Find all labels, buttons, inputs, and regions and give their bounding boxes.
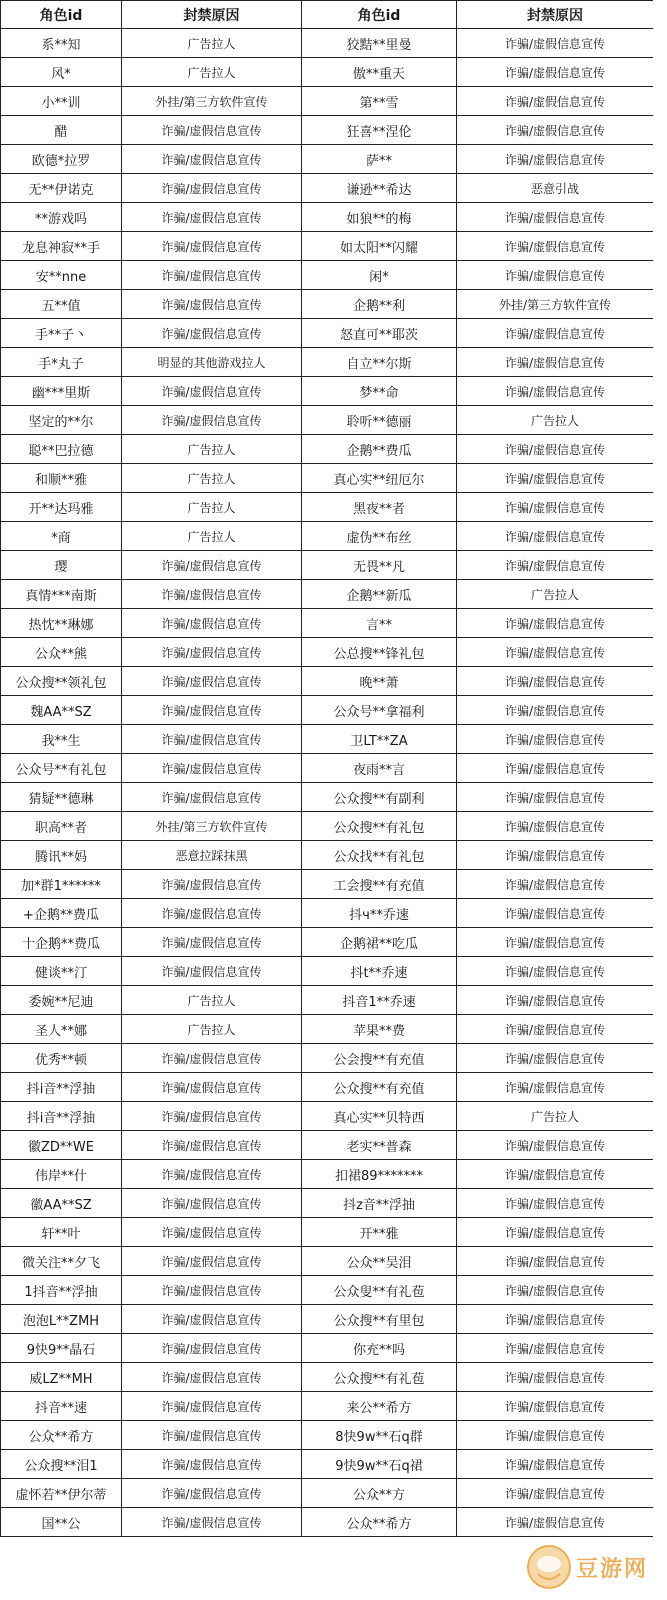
table-row (1, 1392, 654, 1421)
ban-reason-cell: 诈骗/虚假信息宣传 (122, 580, 302, 609)
ban-reason-cell-right: 诈骗/虚假信息宣传 (457, 957, 654, 986)
role-id-cell: 公众搜**泪1 (1, 1450, 122, 1479)
ban-reason-cell: 广告拉人 (122, 435, 302, 464)
ban-reason-cell: 诈骗/虚假信息宣传 (122, 290, 302, 319)
role-id-cell: 小**训 (1, 87, 122, 116)
role-id-cell: 虚怀若**伊尔蒂 (1, 1479, 122, 1508)
watermark-text: 豆游网 (575, 1556, 648, 1582)
role-id-cell-right: 黑夜**者 (302, 493, 457, 522)
ban-reason-cell: 诈骗/虚假信息宣传 (122, 1073, 302, 1102)
ban-reason-cell: 诈骗/虚假信息宣传 (122, 899, 302, 928)
role-id-cell-right: 企鹅**费瓜 (302, 435, 457, 464)
role-id-cell: 公众号**有礼包 (1, 754, 122, 783)
role-id-cell-right: 狡黠**里曼 (302, 29, 457, 58)
table-row (1, 145, 654, 174)
ban-reason-cell: 诈骗/虚假信息宣传 (122, 1334, 302, 1363)
logo-mark-icon (526, 1544, 572, 1590)
ban-reason-cell-right: 诈骗/虚假信息宣传 (457, 522, 654, 551)
table-row (1, 116, 654, 145)
role-id-cell-right: 闲* (302, 261, 457, 290)
table-row (1, 696, 654, 725)
role-id-cell: 猜疑**德琳 (1, 783, 122, 812)
table-header-row (1, 1, 654, 29)
role-id-cell-right: 公众搜**有里包 (302, 1305, 457, 1334)
role-id-cell-right: 夜雨**言 (302, 754, 457, 783)
ban-reason-cell: 诈骗/虚假信息宣传 (122, 203, 302, 232)
role-id-cell-right: 苹果**费 (302, 1015, 457, 1044)
table-row (1, 957, 654, 986)
ban-reason-cell: 诈骗/虚假信息宣传 (122, 667, 302, 696)
role-id-cell-right: 公众搜**有礼包 (302, 812, 457, 841)
table-row (1, 899, 654, 928)
role-id-cell: 我**生 (1, 725, 122, 754)
role-id-cell-right: 公众搜**有充值 (302, 1073, 457, 1102)
table-row (1, 1247, 654, 1276)
role-id-cell: 真情***南斯 (1, 580, 122, 609)
ban-reason-cell-right: 诈骗/虚假信息宣传 (457, 319, 654, 348)
ban-reason-cell-right: 诈骗/虚假信息宣传 (457, 609, 654, 638)
table-row (1, 58, 654, 87)
ban-reason-cell: 诈骗/虚假信息宣传 (122, 1276, 302, 1305)
ban-reason-cell-right: 诈骗/虚假信息宣传 (457, 841, 654, 870)
table-row (1, 1131, 654, 1160)
role-id-cell-right: 真心实**纽厄尔 (302, 464, 457, 493)
header-role-id-right: 角色id (302, 1, 457, 29)
role-id-cell: 聪**巴拉德 (1, 435, 122, 464)
ban-reason-cell: 广告拉人 (122, 464, 302, 493)
ban-reason-cell: 诈骗/虚假信息宣传 (122, 116, 302, 145)
ban-reason-cell: 广告拉人 (122, 1015, 302, 1044)
page-margin (653, 0, 667, 1600)
ban-reason-cell: 诈骗/虚假信息宣传 (122, 1508, 302, 1537)
table-row (1, 493, 654, 522)
role-id-cell: 伟岸**什 (1, 1160, 122, 1189)
role-id-cell: 开**达玛雅 (1, 493, 122, 522)
ban-reason-cell: 诈骗/虚假信息宣传 (122, 174, 302, 203)
table-row (1, 1421, 654, 1450)
ban-reason-cell-right: 诈骗/虚假信息宣传 (457, 870, 654, 899)
ban-reason-cell-right: 诈骗/虚假信息宣传 (457, 725, 654, 754)
header-ban-reason-right: 封禁原因 (457, 1, 654, 29)
ban-reason-cell-right: 诈骗/虚假信息宣传 (457, 1189, 654, 1218)
role-id-cell: 手*丸子 (1, 348, 122, 377)
ban-reason-cell: 诈骗/虚假信息宣传 (122, 1247, 302, 1276)
role-id-cell-right: 言** (302, 609, 457, 638)
role-id-cell-right: 聆听**德丽 (302, 406, 457, 435)
role-id-cell-right: 开**雅 (302, 1218, 457, 1247)
ban-reason-cell: 广告拉人 (122, 493, 302, 522)
table-row (1, 1334, 654, 1363)
ban-reason-cell-right: 广告拉人 (457, 406, 654, 435)
role-id-cell: 国**公 (1, 1508, 122, 1537)
role-id-cell: 抖i音**浮抽 (1, 1102, 122, 1131)
table-row (1, 841, 654, 870)
role-id-cell: 欧德*拉罗 (1, 145, 122, 174)
table-row (1, 1218, 654, 1247)
role-id-cell-right: 如太阳**闪耀 (302, 232, 457, 261)
ban-reason-cell-right: 恶意引战 (457, 174, 654, 203)
role-id-cell: 魏AA**SZ (1, 696, 122, 725)
table-row (1, 232, 654, 261)
ban-reason-cell: 外挂/第三方软件宣传 (122, 87, 302, 116)
table-row (1, 348, 654, 377)
table-row (1, 261, 654, 290)
role-id-cell: 泡泡L**ZMH (1, 1305, 122, 1334)
role-id-cell-right: 梦**命 (302, 377, 457, 406)
table-row (1, 1189, 654, 1218)
ban-reason-cell: 诈骗/虚假信息宣传 (122, 696, 302, 725)
table-row (1, 667, 654, 696)
table-row (1, 522, 654, 551)
ban-reason-cell: 广告拉人 (122, 29, 302, 58)
role-id-cell-right: 萨** (302, 145, 457, 174)
role-id-cell-right: 晚**萧 (302, 667, 457, 696)
ban-reason-cell: 诈骗/虚假信息宣传 (122, 1421, 302, 1450)
ban-reason-cell-right: 诈骗/虚假信息宣传 (457, 203, 654, 232)
ban-reason-cell-right: 诈骗/虚假信息宣传 (457, 928, 654, 957)
role-id-cell-right: 公总搜**锋礼包 (302, 638, 457, 667)
ban-reason-cell-right: 诈骗/虚假信息宣传 (457, 1218, 654, 1247)
ban-reason-cell-right: 诈骗/虚假信息宣传 (457, 1450, 654, 1479)
role-id-cell-right: 卫LT**ZA (302, 725, 457, 754)
ban-reason-cell: 诈骗/虚假信息宣传 (122, 1189, 302, 1218)
ban-reason-cell-right: 诈骗/虚假信息宣传 (457, 1392, 654, 1421)
role-id-cell: 优秀**顿 (1, 1044, 122, 1073)
table-row (1, 1044, 654, 1073)
ban-reason-cell: 诈骗/虚假信息宣传 (122, 725, 302, 754)
ban-reason-cell-right: 诈骗/虚假信息宣传 (457, 696, 654, 725)
role-id-cell: 腾讯**妈 (1, 841, 122, 870)
ban-reason-cell-right: 诈骗/虚假信息宣传 (457, 261, 654, 290)
table-row (1, 1160, 654, 1189)
ban-reason-cell: 广告拉人 (122, 58, 302, 87)
ban-reason-cell-right: 诈骗/虚假信息宣传 (457, 667, 654, 696)
role-id-cell-right: 公众**希方 (302, 1508, 457, 1537)
ban-reason-cell: 诈骗/虚假信息宣传 (122, 1305, 302, 1334)
header-ban-reason: 封禁原因 (122, 1, 302, 29)
role-id-cell-right: 公众**方 (302, 1479, 457, 1508)
role-id-cell: 十企鹅**费瓜 (1, 928, 122, 957)
ban-reason-cell-right: 诈骗/虚假信息宣传 (457, 464, 654, 493)
role-id-cell: 幽***里斯 (1, 377, 122, 406)
role-id-cell: 徽ZD**WE (1, 1131, 122, 1160)
table-row (1, 1305, 654, 1334)
ban-reason-cell: 诈骗/虚假信息宣传 (122, 145, 302, 174)
ban-reason-cell: 诈骗/虚假信息宣传 (122, 638, 302, 667)
role-id-cell-right: 抖音1**乔速 (302, 986, 457, 1015)
role-id-cell: 系**知 (1, 29, 122, 58)
role-id-cell: 1抖音**浮抽 (1, 1276, 122, 1305)
ban-reason-cell-right: 诈骗/虚假信息宣传 (457, 1363, 654, 1392)
table-row (1, 754, 654, 783)
role-id-cell-right: 抖z音**浮抽 (302, 1189, 457, 1218)
ban-reason-cell: 诈骗/虚假信息宣传 (122, 551, 302, 580)
ban-reason-cell-right: 诈骗/虚假信息宣传 (457, 1334, 654, 1363)
role-id-cell: 公众搜**领礼包 (1, 667, 122, 696)
role-id-cell-right: 老实**普森 (302, 1131, 457, 1160)
table-row (1, 377, 654, 406)
role-id-cell-right: 自立**尔斯 (302, 348, 457, 377)
role-id-cell-right: 真心实**贝特西 (302, 1102, 457, 1131)
table-row (1, 812, 654, 841)
ban-reason-cell-right: 诈骗/虚假信息宣传 (457, 754, 654, 783)
role-id-cell-right: 你充**吗 (302, 1334, 457, 1363)
ban-reason-cell: 广告拉人 (122, 986, 302, 1015)
role-id-cell-right: 狂喜**涅伦 (302, 116, 457, 145)
role-id-cell-right: 第**雪 (302, 87, 457, 116)
ban-reason-cell: 诈骗/虚假信息宣传 (122, 1479, 302, 1508)
role-id-cell: 璎 (1, 551, 122, 580)
ban-reason-cell-right: 诈骗/虚假信息宣传 (457, 1073, 654, 1102)
ban-reason-cell: 诈骗/虚假信息宣传 (122, 1218, 302, 1247)
role-id-cell-right: 8快9w**石q群 (302, 1421, 457, 1450)
ban-reason-cell-right: 诈骗/虚假信息宣传 (457, 58, 654, 87)
role-id-cell-right: 傲**重天 (302, 58, 457, 87)
ban-reason-cell: 诈骗/虚假信息宣传 (122, 319, 302, 348)
role-id-cell-right: 抖ч**乔速 (302, 899, 457, 928)
table-row (1, 638, 654, 667)
ban-reason-cell: 诈骗/虚假信息宣传 (122, 928, 302, 957)
role-id-cell: 轩**叶 (1, 1218, 122, 1247)
role-id-cell-right: 公众号**拿福利 (302, 696, 457, 725)
table-row (1, 174, 654, 203)
role-id-cell-right: 工会搜**有充值 (302, 870, 457, 899)
role-id-cell-right: 如狼**的梅 (302, 203, 457, 232)
table-row (1, 1102, 654, 1131)
table-row (1, 1015, 654, 1044)
ban-reason-cell-right: 诈骗/虚假信息宣传 (457, 1131, 654, 1160)
ban-reason-cell: 诈骗/虚假信息宣传 (122, 1044, 302, 1073)
ban-reason-cell: 诈骗/虚假信息宣传 (122, 609, 302, 638)
role-id-cell-right: 无畏**凡 (302, 551, 457, 580)
table-row (1, 1073, 654, 1102)
role-id-cell: 坚定的**尔 (1, 406, 122, 435)
ban-reason-cell: 恶意拉踩抹黑 (122, 841, 302, 870)
table-row (1, 87, 654, 116)
ban-reason-cell-right: 外挂/第三方软件宣传 (457, 290, 654, 319)
ban-reason-cell: 诈骗/虚假信息宣传 (122, 783, 302, 812)
role-id-cell: 风* (1, 58, 122, 87)
role-id-cell: 委婉**尼迪 (1, 986, 122, 1015)
ban-reason-cell: 诈骗/虚假信息宣传 (122, 870, 302, 899)
role-id-cell-right: 扣裙89******* (302, 1160, 457, 1189)
table-row (1, 783, 654, 812)
role-id-cell: **游戏吗 (1, 203, 122, 232)
ban-reason-cell-right: 诈骗/虚假信息宣传 (457, 87, 654, 116)
ban-reason-cell-right: 诈骗/虚假信息宣传 (457, 783, 654, 812)
ban-reason-cell-right: 诈骗/虚假信息宣传 (457, 1508, 654, 1537)
ban-reason-cell: 诈骗/虚假信息宣传 (122, 1450, 302, 1479)
ban-reason-cell-right: 广告拉人 (457, 580, 654, 609)
role-id-cell-right: 9快9w**石q裙 (302, 1450, 457, 1479)
role-id-cell: 抖i音**浮抽 (1, 1073, 122, 1102)
role-id-cell-right: 公众叟**有礼苞 (302, 1276, 457, 1305)
role-id-cell-right: 企鹅**新瓜 (302, 580, 457, 609)
table-row (1, 1508, 654, 1537)
role-id-cell: 微关注**夕飞 (1, 1247, 122, 1276)
role-id-cell: 健谈**汀 (1, 957, 122, 986)
role-id-cell-right: 公众**吴泪 (302, 1247, 457, 1276)
table-row (1, 986, 654, 1015)
ban-reason-cell-right: 诈骗/虚假信息宣传 (457, 348, 654, 377)
ban-reason-cell-right: 诈骗/虚假信息宣传 (457, 232, 654, 261)
ban-reason-cell-right: 诈骗/虚假信息宣传 (457, 899, 654, 928)
ban-reason-cell: 明显的其他游戏拉人 (122, 348, 302, 377)
role-id-cell: 和顺**雅 (1, 464, 122, 493)
role-id-cell-right: 公众搜**有副利 (302, 783, 457, 812)
role-id-cell: 公众**熊 (1, 638, 122, 667)
ban-reason-cell-right: 诈骗/虚假信息宣传 (457, 1276, 654, 1305)
table-row (1, 551, 654, 580)
role-id-cell: 热忱**琳娜 (1, 609, 122, 638)
ban-reason-cell-right: 诈骗/虚假信息宣传 (457, 638, 654, 667)
role-id-cell: 安**nne (1, 261, 122, 290)
ban-reason-cell-right: 诈骗/虚假信息宣传 (457, 1305, 654, 1334)
ban-reason-cell-right: 诈骗/虚假信息宣传 (457, 551, 654, 580)
ban-reason-cell: 诈骗/虚假信息宣传 (122, 377, 302, 406)
ban-reason-cell-right: 诈骗/虚假信息宣传 (457, 29, 654, 58)
role-id-cell-right: 企鹅裙**吃瓜 (302, 928, 457, 957)
ban-reason-cell: 诈骗/虚假信息宣传 (122, 1102, 302, 1131)
ban-reason-cell-right: 诈骗/虚假信息宣传 (457, 812, 654, 841)
ban-reason-cell: 诈骗/虚假信息宣传 (122, 232, 302, 261)
table-row (1, 203, 654, 232)
table-row (1, 435, 654, 464)
table-row (1, 319, 654, 348)
ban-reason-cell: 诈骗/虚假信息宣传 (122, 261, 302, 290)
ban-reason-cell: 广告拉人 (122, 522, 302, 551)
table-row (1, 580, 654, 609)
ban-reason-cell-right: 诈骗/虚假信息宣传 (457, 435, 654, 464)
table-row (1, 870, 654, 899)
ban-reason-cell: 诈骗/虚假信息宣传 (122, 1160, 302, 1189)
ban-reason-cell-right: 诈骗/虚假信息宣传 (457, 493, 654, 522)
ban-reason-cell-right: 诈骗/虚假信息宣传 (457, 1015, 654, 1044)
ban-reason-cell-right: 诈骗/虚假信息宣传 (457, 1160, 654, 1189)
role-id-cell: 抖音**速 (1, 1392, 122, 1421)
role-id-cell-right: 谦逊**希达 (302, 174, 457, 203)
ban-reason-cell: 诈骗/虚假信息宣传 (122, 1392, 302, 1421)
ban-reason-cell: 外挂/第三方软件宣传 (122, 812, 302, 841)
role-id-cell: 公众**希方 (1, 1421, 122, 1450)
table-row (1, 928, 654, 957)
role-id-cell: 徽AA**SZ (1, 1189, 122, 1218)
role-id-cell: +企鹅**费瓜 (1, 899, 122, 928)
ban-reason-cell-right: 诈骗/虚假信息宣传 (457, 377, 654, 406)
table-row (1, 609, 654, 638)
site-watermark (511, 1540, 663, 1594)
role-id-cell-right: 虚伪**布丝 (302, 522, 457, 551)
role-id-cell-right: 怒直可**耶茨 (302, 319, 457, 348)
ban-reason-cell-right: 诈骗/虚假信息宣传 (457, 1044, 654, 1073)
role-id-cell: 龙息神寂**手 (1, 232, 122, 261)
role-id-cell: 醋 (1, 116, 122, 145)
role-id-cell: 9快9**晶石 (1, 1334, 122, 1363)
role-id-cell: 五**值 (1, 290, 122, 319)
ban-reason-cell-right: 诈骗/虚假信息宣传 (457, 1479, 654, 1508)
ban-reason-cell-right: 诈骗/虚假信息宣传 (457, 1421, 654, 1450)
role-id-cell: 威LZ**MH (1, 1363, 122, 1392)
role-id-cell-right: 公众找**有礼包 (302, 841, 457, 870)
ban-reason-cell-right: 诈骗/虚假信息宣传 (457, 1247, 654, 1276)
ban-reason-cell-right: 诈骗/虚假信息宣传 (457, 145, 654, 174)
role-id-cell-right: 企鹅**利 (302, 290, 457, 319)
role-id-cell: *商 (1, 522, 122, 551)
role-id-cell: 无**伊诺克 (1, 174, 122, 203)
ban-reason-cell: 诈骗/虚假信息宣传 (122, 1363, 302, 1392)
ban-reason-cell-right: 诈骗/虚假信息宣传 (457, 986, 654, 1015)
table-body (1, 29, 654, 1537)
table-row (1, 725, 654, 754)
table-row (1, 1363, 654, 1392)
role-id-cell: 手**子丶 (1, 319, 122, 348)
role-id-cell: 职高**者 (1, 812, 122, 841)
table-row (1, 1450, 654, 1479)
header-role-id: 角色id (1, 1, 122, 29)
ban-reason-cell: 诈骗/虚假信息宣传 (122, 1131, 302, 1160)
table-row (1, 29, 654, 58)
ban-reason-cell-right: 诈骗/虚假信息宣传 (457, 116, 654, 145)
table-row (1, 464, 654, 493)
role-id-cell-right: 抖t**乔速 (302, 957, 457, 986)
role-id-cell-right: 公会搜**有充值 (302, 1044, 457, 1073)
table-row (1, 406, 654, 435)
table-row (1, 1276, 654, 1305)
ban-reason-cell-right: 广告拉人 (457, 1102, 654, 1131)
role-id-cell-right: 来公**希方 (302, 1392, 457, 1421)
ban-reason-cell: 诈骗/虚假信息宣传 (122, 754, 302, 783)
table-row (1, 290, 654, 319)
role-id-cell: 加*群1****** (1, 870, 122, 899)
table-row (1, 1479, 654, 1508)
role-id-cell: 圣人**娜 (1, 1015, 122, 1044)
ban-reason-cell: 诈骗/虚假信息宣传 (122, 957, 302, 986)
ban-reason-cell: 诈骗/虚假信息宣传 (122, 406, 302, 435)
role-id-cell-right: 公众搜**有礼苞 (302, 1363, 457, 1392)
